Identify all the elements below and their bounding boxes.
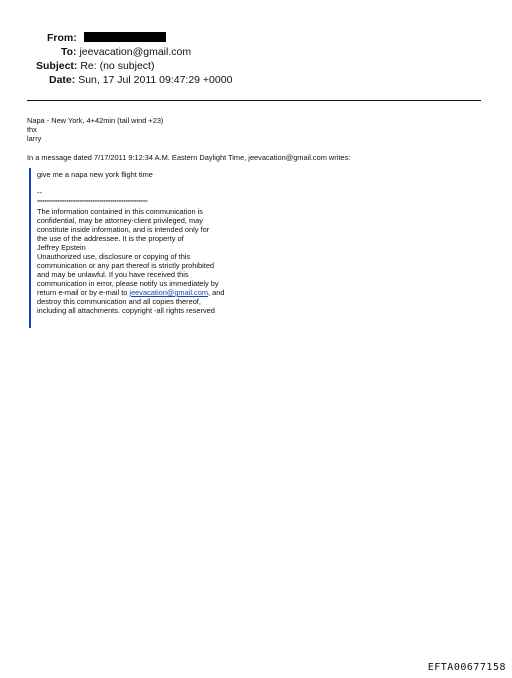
disclaimer-line: [37, 288, 297, 297]
to-row: [61, 46, 191, 59]
disclaimer-line: and may be unlawful. If you have received this: [37, 270, 189, 279]
separator-stars: ************************************************************: [37, 200, 148, 206]
disclaimer-line: Unauthorized use, disclosure or copying of this: [37, 252, 191, 261]
redaction-block: [84, 32, 166, 42]
disclaimer-line: The information contained in this communication is: [37, 207, 203, 216]
subject-row: [36, 60, 154, 73]
quote-intro: In a message dated 7/17/2011 9:12:34 A.M. Eastern Daylight Time, jeevacation@gmail.com writes:: [27, 153, 351, 162]
disclaimer-line: destroy this communication and all copies thereof,: [37, 297, 201, 306]
to-label: To:: [61, 46, 77, 58]
quoted-message: [29, 168, 297, 328]
from-label: From:: [47, 32, 77, 44]
disclaimer-line: constitute inside information, and is intended only for: [37, 225, 210, 234]
disclaimer-line: the use of the addressee. It is the property of: [37, 234, 184, 243]
from-row: [47, 32, 166, 45]
document-id: EFTA00677158: [427, 662, 506, 673]
signature-dash: --: [37, 188, 42, 197]
disclaimer-text: return e-mail or by e-mail to: [37, 288, 130, 297]
quoted-request: give me a napa new york flight time: [37, 170, 153, 179]
body-line-1: Napa - New York, 4+42min (tail wind +23): [27, 116, 164, 125]
body-line-3: larry: [27, 134, 42, 143]
subject-label: Subject:: [36, 60, 78, 72]
subject-value: Re: (no subject): [80, 60, 155, 72]
disclaimer-line: communication or any part thereof is strictly prohibited: [37, 261, 215, 270]
date-value: Sun, 17 Jul 2011 09:47:29 +0000: [78, 74, 233, 86]
disclaimer-line: confidential, may be attorney-client privileged, may: [37, 216, 203, 225]
disclaimer-line: communication in error, please notify us immediately by: [37, 279, 219, 288]
header-divider: [27, 100, 481, 101]
body-line-2: thx: [27, 125, 37, 134]
email-link[interactable]: jeevacation@gmail.com: [129, 288, 208, 297]
date-label: Date:: [49, 74, 76, 86]
disclaimer-line: Jeffrey Epstein: [37, 243, 86, 252]
date-row: [49, 74, 232, 87]
disclaimer-text: , and: [208, 288, 225, 297]
to-value: jeevacation@gmail.com: [79, 46, 192, 58]
disclaimer-line: including all attachments. copyright -all rights reserved: [37, 306, 215, 315]
